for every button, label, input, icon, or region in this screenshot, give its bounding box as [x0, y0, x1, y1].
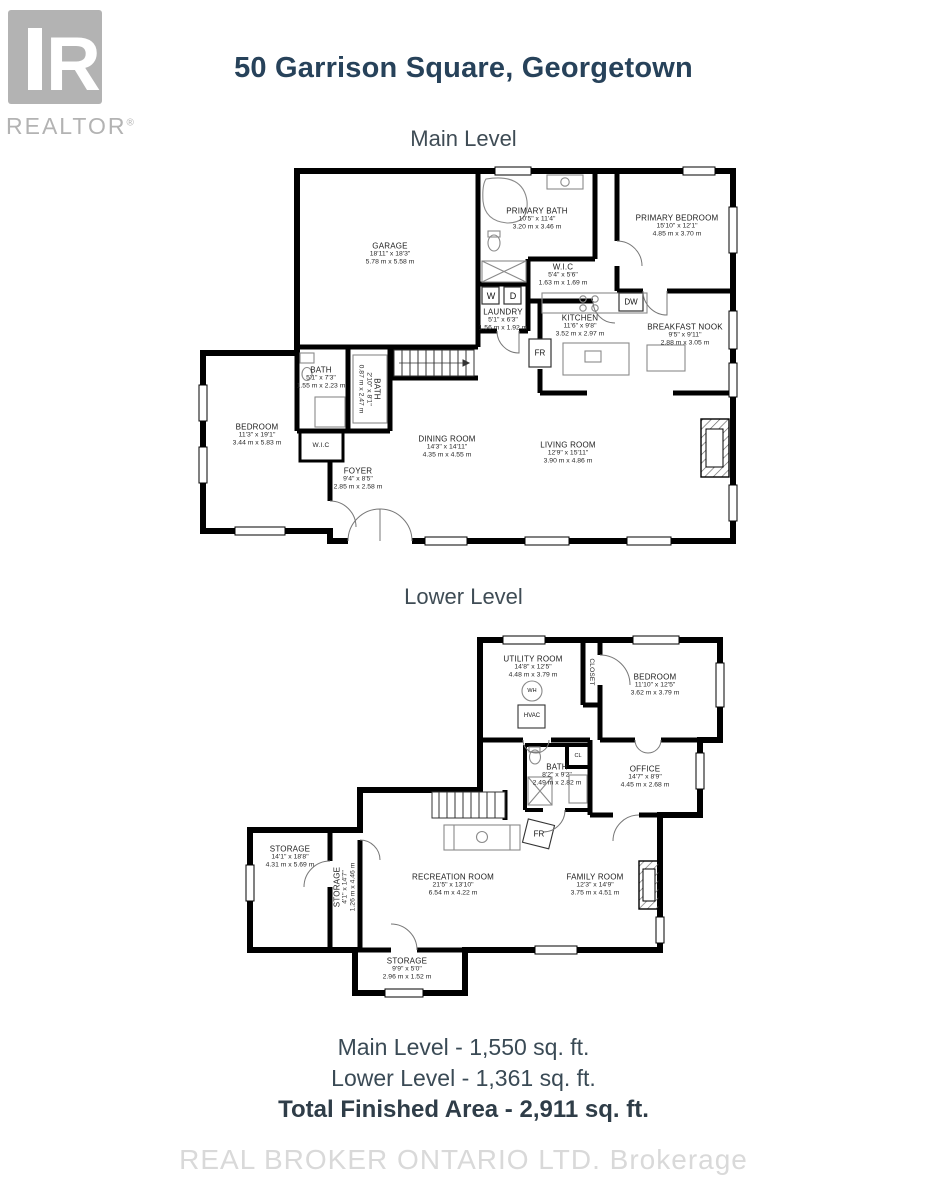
closet-cl-label: CL	[574, 753, 582, 759]
summary-main-level: Main Level - 1,550 sq. ft.	[337, 1034, 590, 1060]
room-label-wic-lower: W.I.C	[312, 442, 330, 450]
realtor-logo-word: REALTOR®	[6, 113, 136, 139]
fridge-label-lower: FR	[533, 829, 545, 839]
room-label-bath2: BATH 2'10" x 8'1" 0.87 m x 2.47 m	[357, 364, 382, 414]
room-label-storage-bottom: STORAGE 9'9" x 5'0" 2.96 m x 1.52 m	[382, 956, 432, 981]
room-label-bedroom-lower: BEDROOM 11'10" x 12'5" 3.62 m x 3.79 m	[630, 672, 680, 697]
summary-total-area: Total Finished Area - 2,911 sq. ft.	[278, 1096, 649, 1123]
lower-stairs-icon	[432, 792, 505, 818]
lower-level-heading: Lower Level	[404, 584, 523, 609]
area-summary	[0, 1032, 927, 1125]
fridge-label-main: FR	[534, 348, 546, 358]
dishwasher-label: DW	[624, 297, 638, 307]
stairs-icon	[394, 350, 474, 376]
room-label-bath1: BATH 5'1" x 7'3" 1.55 m x 2.23 m	[296, 365, 346, 390]
room-label-storage-strip: STORAGE 4'1" x 14'7" 1.26 m x 4.46 m	[332, 862, 357, 912]
summary-lower-level: Lower Level - 1,361 sq. ft.	[331, 1065, 596, 1091]
fireplace-icon	[701, 419, 729, 477]
room-label-recreation: RECREATION ROOM 21'5" x 13'10" 6.54 m x 4.22 m	[412, 872, 494, 897]
room-label-kitchen: KITCHEN 11'6" x 9'8" 3.52 m x 2.97 m	[555, 313, 605, 338]
room-label-laundry: LAUNDRY 5'1" x 6'3" 1.56 m x 1.92 m	[478, 307, 528, 332]
room-label-closet: CLOSET	[587, 658, 595, 686]
page-title: 50 Garrison Square, Georgetown	[234, 52, 693, 84]
room-label-breakfast-nook: BREAKFAST NOOK 9'5" x 9'11" 2.88 m x 3.05 m	[647, 322, 723, 347]
room-label-primary-bath: PRIMARY BATH 10'5" x 11'4" 3.20 m x 3.46 m	[506, 206, 568, 231]
lower-fireplace-icon	[639, 861, 659, 909]
water-heater-label: WH	[527, 688, 537, 694]
svg-text:R: R	[46, 22, 101, 106]
room-label-storage-big: STORAGE 14'1" x 18'8" 4.31 m x 5.69 m	[265, 844, 315, 869]
hvac-label: HVAC	[523, 713, 541, 719]
room-label-primary-bedroom: PRIMARY BEDROOM 15'10" x 12'1" 4.85 m x 3.70 m	[635, 213, 719, 238]
room-label-family: FAMILY ROOM 12'3" x 14'9" 3.75 m x 4.51 m	[566, 872, 624, 897]
main-level-heading: Main Level	[410, 126, 517, 151]
room-label-dining: DINING ROOM 14'3" x 14'11" 4.35 m x 4.55 m	[418, 434, 476, 459]
dryer-label: D	[509, 291, 517, 301]
brokerage-watermark: REAL BROKER ONTARIO LTD. Brokerage	[179, 1144, 748, 1175]
lower-level-floorplan	[235, 625, 725, 1000]
room-label-living: LIVING ROOM 12'9" x 15'11" 3.90 m x 4.86 m	[540, 440, 596, 465]
room-label-wic-upper: W.I.C 5'4" x 5'6" 1.63 m x 1.69 m	[538, 262, 588, 287]
room-label-foyer: FOYER 9'4" x 8'5" 2.85 m x 2.58 m	[333, 466, 383, 491]
room-label-garage: GARAGE 18'11" x 18'3" 5.78 m x 5.58 m	[365, 241, 415, 266]
room-label-bath-lower: BATH 8'2" x 9'2" 2.49 m x 2.82 m	[532, 762, 582, 787]
room-label-bedroom-main: BEDROOM 11'3" x 19'1" 3.44 m x 5.83 m	[232, 422, 282, 447]
room-label-office: OFFICE 14'7" x 8'9" 4.45 m x 2.68 m	[620, 764, 670, 789]
main-level-floorplan	[195, 163, 745, 548]
room-label-utility: UTILITY ROOM 14'8" x 12'5" 4.48 m x 3.79 m	[503, 654, 563, 679]
washer-label: W	[486, 291, 496, 301]
